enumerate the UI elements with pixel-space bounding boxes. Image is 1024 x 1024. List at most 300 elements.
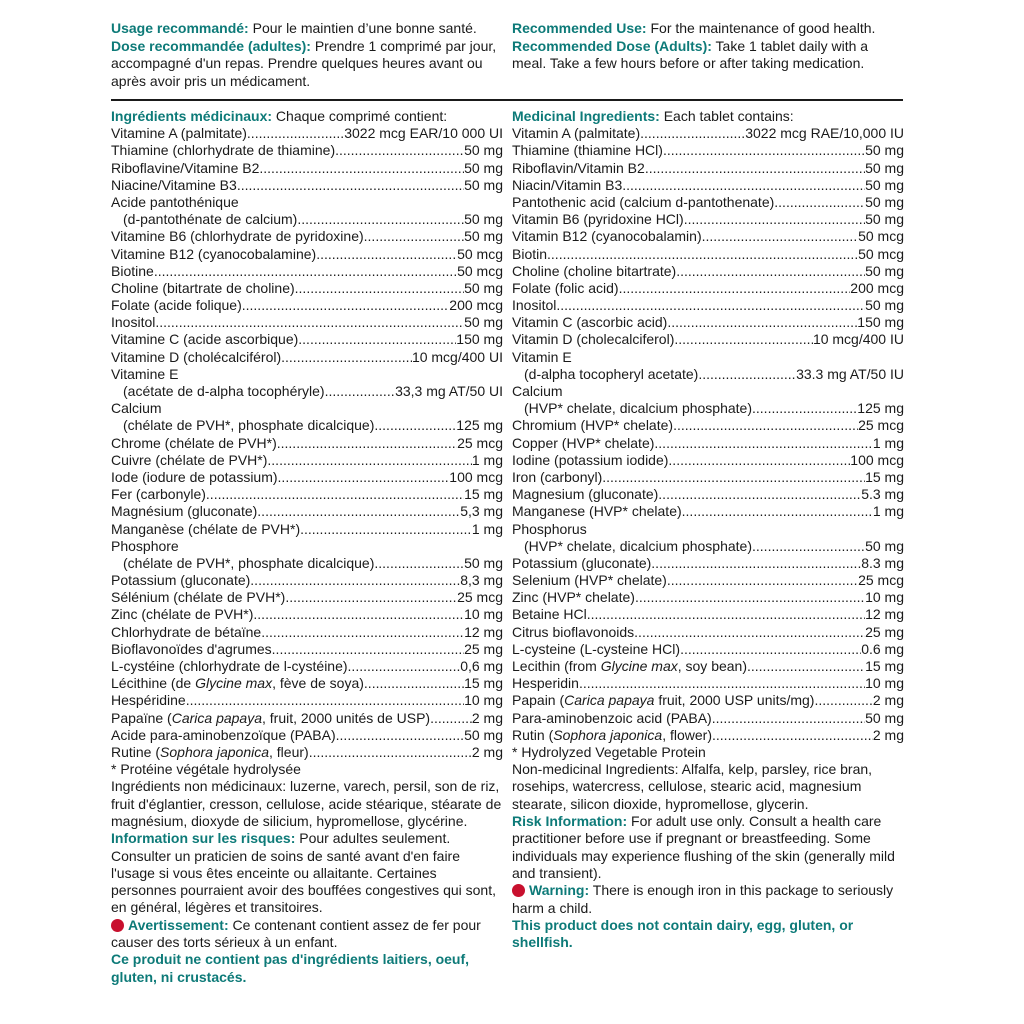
dot-leader	[547, 246, 858, 263]
ingredient-row	[512, 710, 904, 727]
ingredient-row	[512, 142, 904, 159]
ingredient-row	[111, 366, 503, 383]
dot-leader	[348, 658, 461, 675]
ingredient-name: Rutine (Sophora japonica, fleur)	[111, 743, 309, 760]
ingredient-name: Sélénium (chélate de PVH*)	[111, 589, 286, 606]
dot-leader	[674, 331, 813, 348]
ingredient-name: Choline (choline bitartrate)	[512, 262, 677, 279]
ingredient-amount: 50 mg	[464, 279, 503, 296]
dot-leader	[325, 383, 396, 400]
ingredient-row	[111, 486, 503, 503]
ingredient-amount: 0,6 mg	[460, 658, 503, 674]
ingredient-name: Iode (iodure de potassium)	[111, 468, 278, 485]
dot-leader	[267, 452, 471, 469]
ingredient-row	[512, 658, 904, 675]
fr-ingredient-list	[111, 125, 503, 761]
ingredient-amount: 100 mcg	[850, 451, 904, 468]
ingredient-amount: 125 mg	[857, 400, 904, 417]
ingredient-amount: 10 mg	[865, 675, 904, 692]
dot-leader	[668, 452, 850, 469]
ingredient-amount: 8,3 mg	[460, 572, 503, 589]
ingredient-row	[512, 624, 904, 641]
dot-leader	[430, 710, 472, 727]
ingredient-amount: 15 mg	[865, 468, 904, 485]
ingredient-row	[512, 572, 904, 589]
ingredient-amount: 50 mg	[464, 159, 503, 176]
ingredient-name: Vitamin B6 (pyridoxine HCl)	[512, 211, 684, 228]
ingredient-amount: 1 mg	[872, 503, 904, 520]
ingredient-row	[512, 435, 904, 452]
ingredient-name: L-cysteine (L-cysteine HCl)	[512, 640, 681, 657]
dot-leader	[259, 160, 464, 177]
ingredient-name: Vitamine B12 (cyanocobalamine)	[111, 245, 317, 262]
ingredient-name: Para-aminobenzoic acid (PABA)	[512, 709, 712, 726]
ingredient-amount: 15 mg	[865, 658, 904, 674]
ingredient-name: Phosphorus	[512, 520, 587, 537]
dot-leader	[676, 263, 865, 280]
ingredient-name: Biotin	[512, 245, 548, 262]
ingredient-amount: 50 mcg	[858, 228, 904, 245]
ingredient-amount: 50 mg	[865, 537, 904, 554]
ingredient-row	[512, 727, 904, 744]
ingredient-amount: 50 mg	[865, 193, 904, 210]
ingredient-amount: 10 mcg/400 IU	[812, 331, 904, 348]
ingredient-amount: 25 mcg	[858, 572, 904, 589]
en-dose: Recommended Dose (Adults): Take 1 tablet daily with a meal. Take a few hours before or after taking medication.	[512, 37, 869, 72]
ingredient-row	[111, 589, 503, 606]
ingredient-row	[512, 194, 904, 211]
ingredient-amount: 33.3 mg AT/50 IU	[796, 365, 904, 382]
ingredient-row	[111, 675, 503, 692]
ingredient-name: Vitamin A (palmitate)	[512, 125, 641, 142]
dot-leader	[682, 503, 873, 520]
ingredient-name: Magnésium (gluconate)	[111, 503, 258, 520]
ingredient-row	[512, 503, 904, 520]
dot-leader	[622, 177, 865, 194]
fr-nonmedicinal: Ingrédients non médicinaux: luzerne, varech, persil, son de riz, fruit d'églantier, cresson, cellulose, acide stéarique, stéarate de magnésium, dioxyde de silicium, hypromellose, glycérine.	[111, 778, 502, 829]
ingredient-row	[111, 452, 503, 469]
dot-leader	[635, 589, 865, 606]
ingredient-name: Manganese (HVP* chelate)	[512, 503, 682, 520]
ingredient-amount: 0.6 mg	[861, 640, 904, 657]
ingredient-name: (d-pantothénate de calcium)	[123, 211, 298, 228]
ingredient-row	[111, 263, 503, 280]
ingredient-row	[111, 297, 503, 314]
ingredient-name: Vitamin E	[512, 348, 572, 365]
ingredient-amount: 50 mg	[464, 726, 503, 743]
ingredient-amount: 25 mcg	[457, 434, 503, 451]
dot-leader	[374, 417, 456, 434]
ingredient-name: Magnesium (gluconate)	[512, 486, 659, 503]
dot-leader	[186, 692, 464, 709]
ingredient-name: Choline (bitartrate de choline)	[111, 279, 295, 296]
ingredient-row	[512, 228, 904, 245]
dot-leader	[667, 572, 858, 589]
ingredient-name: Papain (Carica papaya fruit, 2000 USP units/mg)	[512, 692, 815, 709]
ingredient-amount: 5,3 mg	[460, 503, 503, 520]
dot-leader	[640, 125, 745, 142]
ingredient-name: Inositol	[512, 297, 557, 314]
ingredient-amount: 50 mg	[464, 211, 503, 228]
dot-leader	[154, 263, 457, 280]
ingredient-name: Potassium (gluconate)	[111, 572, 251, 589]
ingredient-name: (HVP* chelate, dicalcium phosphate)	[524, 537, 753, 554]
ingredient-row	[512, 538, 904, 555]
ingredient-row	[512, 160, 904, 177]
ingredient-amount: 2 mg	[471, 709, 503, 726]
ingredient-row	[512, 675, 904, 692]
ingredient-row	[512, 521, 904, 538]
ingredient-row	[111, 727, 503, 744]
dot-leader	[285, 589, 457, 606]
dot-leader	[658, 486, 861, 503]
ingredient-name: Pantothenic acid (calcium d-pantothenate)	[512, 193, 775, 210]
ingredient-name: (chélate de PVH*, phosphate dicalcique)	[123, 554, 375, 571]
ingredient-amount: 15 mg	[464, 486, 503, 503]
fr-dose: Dose recommandée (adultes): Prendre 1 comprimé par jour, accompagné d'un repas. Prendre quelques heures avant ou après avoir pris un médicament.	[111, 37, 497, 89]
ingredient-name: Riboflavine/Vitamine B2	[111, 159, 260, 176]
ingredient-name: Vitamine C (acide ascorbique)	[111, 331, 299, 348]
ingredient-row	[111, 744, 503, 761]
ingredient-name: Lécithine (de Glycine max, fève de soya)	[111, 675, 364, 692]
dot-leader	[667, 314, 857, 331]
ingredient-amount: 150 mg	[456, 331, 503, 348]
ingredient-name: Riboflavin/Vitamin B2	[512, 159, 645, 176]
ingredient-row	[512, 246, 904, 263]
dot-leader	[278, 469, 450, 486]
ingredient-amount: 10 mg	[464, 692, 503, 709]
ingredient-row	[111, 435, 503, 452]
ingredient-amount: 10 mg	[865, 589, 904, 606]
dot-leader	[663, 142, 865, 159]
en-allergen: This product does not contain dairy, egg, gluten, or shellfish.	[512, 916, 854, 951]
ingredient-row	[111, 246, 503, 263]
dot-leader	[336, 727, 464, 744]
ingredient-name: Potassium (gluconate)	[512, 554, 652, 571]
dot-leader	[680, 641, 861, 658]
dot-leader	[335, 142, 464, 159]
dot-leader	[651, 555, 861, 572]
ingredient-row	[512, 400, 904, 417]
ingredient-row	[111, 314, 503, 331]
dot-leader	[702, 228, 858, 245]
dot-leader	[242, 297, 450, 314]
ingredient-amount: 25 mg	[464, 640, 503, 657]
dot-leader	[712, 727, 873, 744]
ingredient-amount: 5.3 mg	[861, 486, 904, 503]
en-risk: Risk Information: For adult use only. Consult a health care practitioner before use if pregnant or breastfeeding. Some individuals may experience flushing of the skin (generally mild and transient).	[512, 813, 895, 881]
ingredient-amount: 100 mcg	[449, 468, 503, 485]
ingredient-name: Vitamin C (ascorbic acid)	[512, 314, 668, 331]
ingredient-row	[512, 125, 904, 142]
dot-leader	[298, 331, 456, 348]
dot-leader	[698, 366, 796, 383]
dot-leader	[814, 692, 872, 709]
dot-leader	[364, 228, 464, 245]
ingredient-row	[512, 469, 904, 486]
ingredient-row	[111, 469, 503, 486]
ingredient-name: Zinc (chélate de PVH*)	[111, 606, 254, 623]
ingredient-amount: 25 mcg	[457, 589, 503, 606]
dot-leader	[272, 641, 464, 658]
dot-leader	[250, 572, 460, 589]
ingredient-name: Folate (folic acid)	[512, 279, 619, 296]
ingredient-row	[111, 331, 503, 348]
en-footnote: * Hydrolyzed Vegetable Protein	[512, 743, 706, 760]
ingredient-row	[512, 641, 904, 658]
ingredient-amount: 50 mg	[464, 176, 503, 193]
ingredient-name: Citrus bioflavonoids	[512, 623, 635, 640]
ingredient-row	[512, 692, 904, 709]
ingredient-row	[512, 263, 904, 280]
ingredient-name: Vitamin D (cholecalciferol)	[512, 331, 675, 348]
ingredient-amount: 12 mg	[865, 606, 904, 623]
ingredient-name: Inositol	[111, 314, 156, 331]
ingredient-amount: 50 mg	[464, 314, 503, 331]
dot-leader	[206, 486, 464, 503]
ingredient-name: Thiamine (thiamine HCl)	[512, 142, 663, 159]
fr-footnote: * Protéine végétale hydrolysée	[111, 761, 301, 778]
ingredient-amount: 25 mcg	[858, 417, 904, 434]
ingredient-name: (acétate de d-alpha tocophéryle)	[123, 383, 325, 399]
ingredient-amount: 200 mcg	[449, 297, 503, 314]
ingredient-row	[512, 366, 904, 383]
ingredient-name: Selenium (HVP* chelate)	[512, 572, 667, 589]
ingredient-row	[512, 331, 904, 348]
ingredient-amount: 50 mg	[464, 228, 503, 245]
ingredient-amount: 2 mg	[872, 726, 904, 743]
ingredient-row	[512, 555, 904, 572]
ingredient-amount: 50 mg	[865, 709, 904, 726]
ingredient-amount: 3022 mcg EAR/10 000 UI	[344, 125, 503, 142]
ingredient-amount: 150 mg	[857, 314, 904, 331]
ingredient-row	[512, 452, 904, 469]
en-nonmedicinal: Non-medicinal Ingredients: Alfalfa, kelp, parsley, rice bran, rosehips, watercress, cellulose, stearic acid, magnesium stearate, silicon dioxide, hypromellose, glycerin.	[512, 761, 873, 812]
ingredient-amount: 10 mg	[464, 606, 503, 623]
dot-leader	[556, 297, 865, 314]
en-ingredient-list	[512, 125, 904, 744]
ingredient-row	[111, 606, 503, 623]
dot-leader	[587, 606, 865, 623]
ingredient-row	[512, 349, 904, 366]
dot-leader	[297, 211, 464, 228]
ingredient-amount: 15 mg	[464, 675, 503, 692]
ingredient-amount: 50 mg	[865, 176, 904, 193]
ingredient-name: Chromium (HVP* chelate)	[512, 417, 674, 434]
ingredient-amount: 125 mg	[456, 417, 503, 434]
ingredient-amount: 50 mg	[464, 142, 503, 159]
ingredient-amount: 3022 mcg RAE/10,000 IU	[745, 125, 904, 142]
ingredient-name: Betaine HCl	[512, 606, 587, 623]
dot-leader	[364, 675, 464, 692]
dot-leader	[253, 606, 464, 623]
ingredient-row	[111, 658, 503, 675]
en-usage-block	[512, 20, 904, 73]
ingredient-amount: 25 mg	[865, 623, 904, 640]
ingredient-row	[111, 177, 503, 194]
ingredient-amount: 2 mg	[872, 692, 904, 709]
dot-leader	[752, 400, 857, 417]
ingredient-row	[512, 177, 904, 194]
ingredient-row	[111, 125, 503, 142]
ingredient-row	[111, 692, 503, 709]
ingredient-row	[111, 194, 503, 211]
ingredient-name: Cuivre (chélate de PVH*)	[111, 451, 268, 468]
fr-warning: Avertissement: Ce contenant contient assez de fer pour causer des torts sérieux à un enfant.	[111, 916, 481, 950]
fr-ingredients-heading: Ingrédients médicinaux: Chaque comprimé contient:	[111, 108, 448, 124]
en-ingredients-heading: Medicinal Ingredients: Each tablet contains:	[512, 108, 794, 124]
ingredient-row	[111, 228, 503, 245]
dot-leader	[277, 435, 457, 452]
ingredient-amount: 50 mg	[464, 554, 503, 571]
ingredient-name: Vitamine B6 (chlorhydrate de pyridoxine)	[111, 228, 364, 245]
ingredient-name: Manganèse (chélate de PVH*)	[111, 520, 301, 537]
dot-leader	[645, 160, 865, 177]
ingredient-row	[111, 280, 503, 297]
ingredient-amount: 50 mg	[865, 159, 904, 176]
ingredient-row	[111, 211, 503, 228]
ingredient-row	[512, 280, 904, 297]
ingredient-name: Acide para-aminobenzoïque (PABA)	[111, 726, 336, 743]
ingredient-name: Papaïne (Carica papaya, fruit, 2000 unités de USP)	[111, 709, 431, 726]
dot-leader	[602, 469, 865, 486]
ingredient-row	[111, 624, 503, 641]
ingredient-amount: 1 mg	[872, 434, 904, 451]
dot-leader	[247, 125, 344, 142]
ingredient-amount: 1 mg	[471, 451, 503, 468]
dot-leader	[752, 538, 865, 555]
ingredient-name: Niacine/Vitamine B3	[111, 176, 237, 193]
ingredient-name: Calcium	[512, 383, 563, 399]
ingredient-row	[111, 521, 503, 538]
ingredient-name: L-cystéine (chlorhydrate de l-cystéine)	[111, 658, 348, 674]
ingredient-name: Chrome (chélate de PVH*)	[111, 434, 277, 451]
ingredient-amount: 2 mg	[471, 743, 503, 760]
ingredient-row	[111, 383, 503, 400]
ingredient-name: Zinc (HVP* chelate)	[512, 589, 635, 606]
en-warning: Warning: There is enough iron in this package to seriously harm a child.	[512, 882, 894, 916]
ingredient-row	[111, 142, 503, 159]
ingredient-amount: 12 mg	[464, 623, 503, 640]
dot-leader	[316, 246, 457, 263]
ingredient-amount: 1 mg	[471, 520, 503, 537]
ingredient-row	[512, 589, 904, 606]
ingredient-name: Biotine	[111, 262, 154, 279]
ingredient-name: Acide pantothénique	[111, 193, 239, 210]
ingredient-name: Hesperidin	[512, 675, 579, 692]
ingredient-amount: 50 mg	[865, 211, 904, 228]
ingredient-row	[512, 383, 904, 400]
dot-leader	[261, 624, 464, 641]
ingredient-row	[512, 606, 904, 623]
ingredient-name: Bioflavonoïdes d'agrumes	[111, 640, 272, 657]
ingredient-amount: 50 mg	[865, 142, 904, 159]
ingredient-amount: 8.3 mg	[861, 554, 904, 571]
dot-leader	[774, 194, 865, 211]
ingredient-name: Chlorhydrate de bétaïne	[111, 623, 262, 640]
dot-leader	[579, 675, 865, 692]
dot-leader	[654, 435, 872, 452]
ingredient-row	[111, 555, 503, 572]
ingredient-name: Phosphore	[111, 537, 179, 554]
en-ingredients-section	[512, 108, 904, 951]
ingredient-name: Iodine (potassium iodide)	[512, 451, 669, 468]
divider-rule	[111, 99, 903, 101]
ingredient-amount: 50 mcg	[858, 245, 904, 262]
ingredient-amount: 200 mcg	[850, 279, 904, 296]
dot-leader	[374, 555, 464, 572]
ingredient-row	[111, 503, 503, 520]
ingredient-name: (d-alpha tocopheryl acetate)	[524, 365, 699, 382]
ingredient-name: Vitamin B12 (cyanocobalamin)	[512, 228, 702, 245]
ingredient-name: (HVP* chelate, dicalcium phosphate)	[524, 400, 753, 417]
fr-usage-block	[111, 20, 503, 90]
dot-leader	[257, 503, 460, 520]
ingredient-row	[111, 400, 503, 417]
ingredient-row	[512, 297, 904, 314]
dot-leader	[747, 658, 865, 675]
ingredient-name: (chélate de PVH*, phosphate dicalcique)	[123, 417, 375, 434]
ingredient-row	[512, 486, 904, 503]
ingredient-name: Iron (carbonyl)	[512, 468, 603, 485]
ingredient-name: Thiamine (chlorhydrate de thiamine)	[111, 142, 336, 159]
ingredient-amount: 33,3 mg AT/50 UI	[395, 383, 503, 399]
dot-leader	[673, 417, 858, 434]
dot-leader	[281, 349, 412, 366]
fr-ingredients-section	[111, 108, 503, 986]
ingredient-name: Vitamine E	[111, 365, 179, 382]
dot-leader	[300, 521, 472, 538]
ingredient-row	[111, 417, 503, 434]
ingredient-row	[512, 211, 904, 228]
dot-leader	[309, 744, 472, 761]
ingredient-name: Rutin (Sophora japonica, flower)	[512, 726, 713, 743]
dot-leader	[295, 280, 464, 297]
ingredient-name: Fer (carbonyle)	[111, 486, 206, 503]
dot-leader	[237, 177, 464, 194]
ingredient-amount: 10 mcg/400 UI	[411, 348, 503, 365]
dot-leader	[634, 624, 865, 641]
ingredient-name: Niacin/Vitamin B3	[512, 176, 623, 193]
ingredient-row	[111, 710, 503, 727]
ingredient-row	[111, 160, 503, 177]
fr-risk: Information sur les risques: Pour adultes seulement. Consulter un praticien de soins de santé avant d'en faire l'usage si vous êtes enceinte ou allaitante. Certaines personnes pourraient avoir des bouffées congestives qui sont, en général, légères et transitoires.	[111, 830, 496, 916]
ingredient-row	[111, 641, 503, 658]
ingredient-row	[111, 349, 503, 366]
ingredient-name: Hespéridine	[111, 692, 186, 709]
ingredient-row	[111, 538, 503, 555]
ingredient-name: Vitamine D (cholécalciférol)	[111, 348, 282, 365]
ingredient-amount: 50 mcg	[457, 245, 503, 262]
fr-usage: Usage recommandé: Pour le maintien d’une bonne santé.	[111, 20, 477, 36]
dot-leader	[712, 710, 865, 727]
fr-allergen: Ce produit ne contient pas d'ingrédients laitiers, oeuf, gluten, ni crustacés.	[111, 951, 470, 985]
ingredient-name: Vitamine A (palmitate)	[111, 125, 247, 142]
warning-dot-icon	[111, 919, 124, 932]
ingredient-amount: 50 mg	[865, 297, 904, 314]
dot-leader	[619, 280, 851, 297]
ingredient-name: Folate (acide folique)	[111, 297, 242, 314]
en-usage: Recommended Use: For the maintenance of good health.	[512, 20, 876, 36]
ingredient-amount: 50 mcg	[457, 262, 503, 279]
ingredient-name: Calcium	[111, 400, 162, 417]
ingredient-row	[512, 417, 904, 434]
ingredient-row	[512, 314, 904, 331]
ingredient-name: Lecithin (from Glycine max, soy bean)	[512, 658, 747, 674]
warning-dot-icon	[512, 884, 525, 897]
dot-leader	[684, 211, 865, 228]
ingredient-row	[111, 572, 503, 589]
